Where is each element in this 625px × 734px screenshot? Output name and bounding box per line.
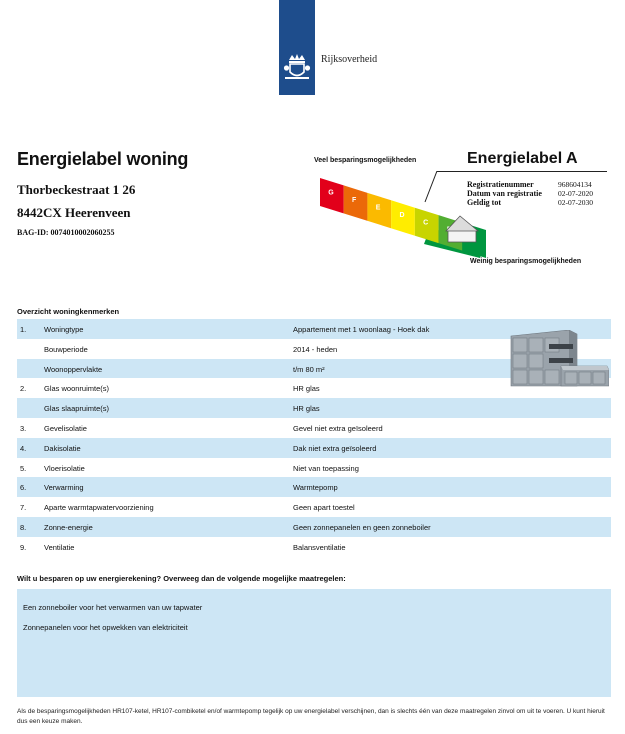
row-value: HR glas [293,384,320,394]
row-number: 2. [20,384,27,394]
row-value: 2014 - heden [293,344,338,354]
row-label: Aparte warmtapwatervoorziening [44,503,154,513]
advice-item: Zonnepanelen voor het opwekken van elektriciteit [23,623,188,632]
row-value: Niet van toepassing [293,463,359,473]
row-value: t/m 80 m² [293,364,325,374]
scale-band-e [367,173,391,230]
row-label: Zonne-energie [44,522,93,532]
address-street: Thorbeckestraat 1 26 [17,182,136,197]
row-number: 6. [20,483,27,493]
valid-until-value: 02-07-2030 [558,198,593,207]
row-value: Geen apart toestel [293,503,355,513]
scale-letter: C [423,219,429,227]
row-label: Gevelisolatie [44,423,87,433]
scale-letter: E [375,204,381,212]
footnote: Als de besparingsmogelijkheden HR107-ketel, HR107-combiketel en/of warmtepomp tegelijk op uw energielabel verschijnen, dan is slechts één van deze maatregelen zinvol om uit te voeren. U kunt hieruit dus een keuze maken. [17,708,605,725]
advice-box [17,589,611,697]
bag-id: BAG-ID: 0074010002060255 [17,228,115,237]
registration-number-value: 968604134 [558,180,592,189]
table-row [17,418,611,438]
table-row [17,458,611,478]
row-value: Balansventilatie [293,542,346,552]
scale-letter: D [399,211,405,219]
table-row [17,517,611,537]
row-label: Woonoppervlakte [44,364,103,374]
registration-date-label: Datum van registratie [467,189,542,198]
characteristics-title: Overzicht woningkenmerken [17,307,120,316]
scale-band-d [391,180,415,237]
table-row [17,438,611,458]
label-title: Energielabel A [467,150,578,167]
row-value: Warmtepomp [293,483,338,493]
label-pointer-line [424,171,438,203]
address-city: 8442CX Heerenveen [17,205,131,220]
label-divider [437,171,607,172]
scale-bottom-text: Weinig besparingsmogelijkheden [470,258,582,265]
row-value: HR glas [293,404,320,414]
document-title: Energielabel woning [17,149,189,169]
row-label: Vloerisolatie [44,463,85,473]
row-label: Ventilatie [44,542,75,552]
row-value: Geen zonnepanelen en geen zonneboiler [293,522,431,532]
advice-question: Wilt u besparen op uw energierekening? Overweeg dan de volgende mogelijke maatregelen: [17,574,346,583]
table-row [17,398,611,418]
row-value: Dak niet extra geïsoleerd [293,443,377,453]
table-row [17,497,611,517]
row-number: 3. [20,423,27,433]
scale-letter: F [352,197,357,205]
scale-top-text: Veel besparingsmogelijkheden [314,157,417,164]
row-label: Bouwperiode [44,344,88,354]
row-value: Gevel niet extra geïsoleerd [293,423,383,433]
row-number: 9. [20,542,27,552]
row-number: 4. [20,443,27,453]
scale-band-g [320,158,344,215]
row-label: Verwarming [44,483,84,493]
brand-name: Rijksoverheid [321,54,378,65]
scale-letter: G [328,189,334,197]
energy-scale-graphic [300,150,600,270]
row-number: 8. [20,522,27,532]
row-label: Glas slaapruimte(s) [44,404,110,414]
registration-date-value: 02-07-2020 [558,189,593,198]
table-row [17,477,611,497]
row-value: Appartement met 1 woonlaag - Hoek dak [293,325,430,334]
apartment-building-icon [509,330,609,390]
row-number: 7. [20,503,27,513]
row-number: 1. [20,325,27,334]
row-number: 5. [20,463,27,473]
scale-band-f [344,165,368,222]
crown-emblem-icon [283,52,311,82]
row-label: Dakisolatie [44,443,81,453]
row-label: Glas woonruimte(s) [44,384,110,394]
row-label: Woningtype [44,325,84,334]
table-row [17,537,611,557]
advice-item: Een zonneboiler voor het verwarmen van uw tapwater [23,603,203,612]
valid-until-label: Geldig tot [467,198,501,207]
registration-number-label: Registratienummer [467,180,534,189]
